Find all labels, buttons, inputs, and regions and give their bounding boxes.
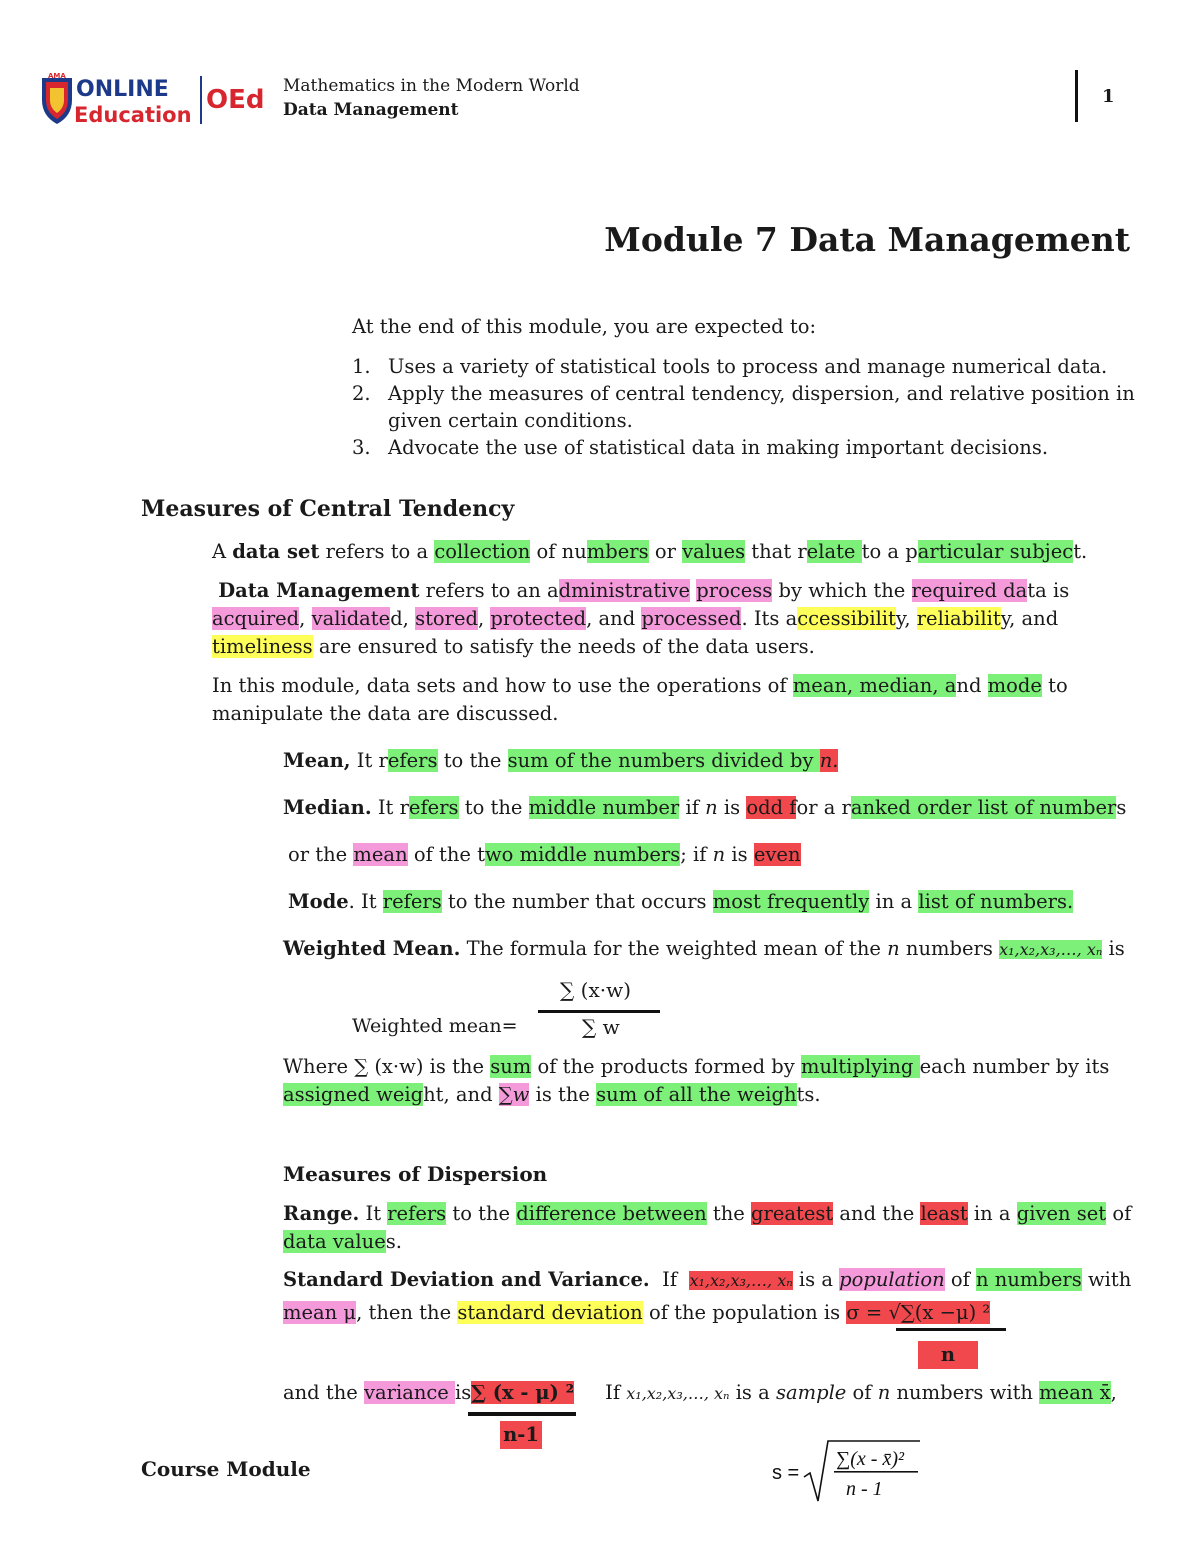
sigma-denominator: n: [918, 1341, 978, 1369]
svg-text:s =: s =: [772, 1462, 800, 1484]
median-definition: Median. It refers to the middle number if n is odd for a ranked order list of numbers: [283, 796, 1127, 819]
weighted-formula-denominator: ∑ w: [582, 1015, 620, 1039]
data-management-paragraph: Data Management refers to an administrative process by which the required data is acquired, validated, stored, protected, and processed. Its accessibility, reliability, and timeliness are ensured to satisfy the needs of the data users.: [212, 579, 1070, 658]
sigma-fraction-bar: [896, 1328, 1006, 1331]
weighted-formula-bar: [538, 1010, 660, 1013]
module-paragraph: In this module, data sets and how to use the operations of mean, median, and mode to manipulate the data are discussed.: [212, 674, 1068, 725]
header-divider: [1075, 70, 1078, 122]
topic-name: Data Management: [283, 100, 459, 120]
weighted-where-paragraph: Where ∑ (x·w) is the sum of the products formed by multiplying each number by its assigned weight, and ∑w is the sum of all the weights.: [283, 1055, 1110, 1106]
svg-text:n - 1: n - 1: [846, 1478, 883, 1500]
sample-sd-formula: [770, 1437, 930, 1507]
oed-logo: [38, 70, 270, 128]
section-heading-central-tendency: Measures of Central Tendency: [141, 496, 515, 522]
variance-definition: and the variance is∑ (x - μ) ² If x₁,x₂,x₃,…, xₙ is a sample of n numbers with mean x̄,: [283, 1381, 1117, 1404]
variance-denominator: n-1: [500, 1421, 542, 1449]
svg-text:∑(x - x̄)²: ∑(x - x̄)²: [836, 1448, 904, 1470]
objective-item: 1. Uses a variety of statistical tools to process and manage numerical data.: [352, 355, 1108, 378]
weighted-mean-definition: Weighted Mean. The formula for the weighted mean of the n numbers x₁,x₂,x₃,…, xₙ is: [283, 937, 1125, 960]
standard-deviation-definition: Standard Deviation and Variance. If x₁,x₂,x₃,…, xₙ is a population of n numbers with: [283, 1268, 1132, 1291]
variance-fraction-bar: [468, 1412, 576, 1416]
objective-item: 2. Apply the measures of central tendency, dispersion, and relative position in given certain conditions.: [352, 382, 1135, 432]
dataset-paragraph: A data set refers to a collection of numbers or values that relate to a particular subject.: [212, 540, 1088, 563]
svg-text:AMA: AMA: [48, 72, 66, 80]
weighted-formula-label: Weighted mean=: [352, 1015, 518, 1037]
section-heading-dispersion: Measures of Dispersion: [283, 1162, 548, 1186]
course-name: Mathematics in the Modern World: [283, 76, 580, 96]
footer-course-module: Course Module: [141, 1457, 311, 1481]
header-text: [283, 74, 580, 122]
objectives-list: [352, 353, 1142, 461]
svg-text:OEd: OEd: [206, 85, 265, 115]
page-number: 1: [1102, 86, 1115, 107]
objective-item: 3. Advocate the use of statistical data in making important decisions.: [352, 436, 1049, 459]
objectives-intro: At the end of this module, you are expected to:: [352, 315, 817, 338]
median-continued: or the mean of the two middle numbers; if n is even: [288, 843, 801, 866]
weighted-formula-numerator: ∑ (x·w): [560, 978, 631, 1002]
page-title: Module 7 Data Management: [604, 220, 1130, 259]
svg-text:Education: Education: [74, 103, 192, 127]
range-definition: Range. It refers to the difference between the greatest and the least in a given set of data values.: [283, 1202, 1132, 1253]
mean-definition: Mean, It refers to the sum of the numbers divided by n.: [283, 749, 839, 772]
svg-text:ONLINE: ONLINE: [76, 77, 169, 102]
mode-definition: Mode. It refers to the number that occurs most frequently in a list of numbers.: [288, 890, 1074, 913]
standard-deviation-formula-line: mean μ, then the standard deviation of the population is σ = √∑(x −μ) ²: [283, 1301, 991, 1324]
